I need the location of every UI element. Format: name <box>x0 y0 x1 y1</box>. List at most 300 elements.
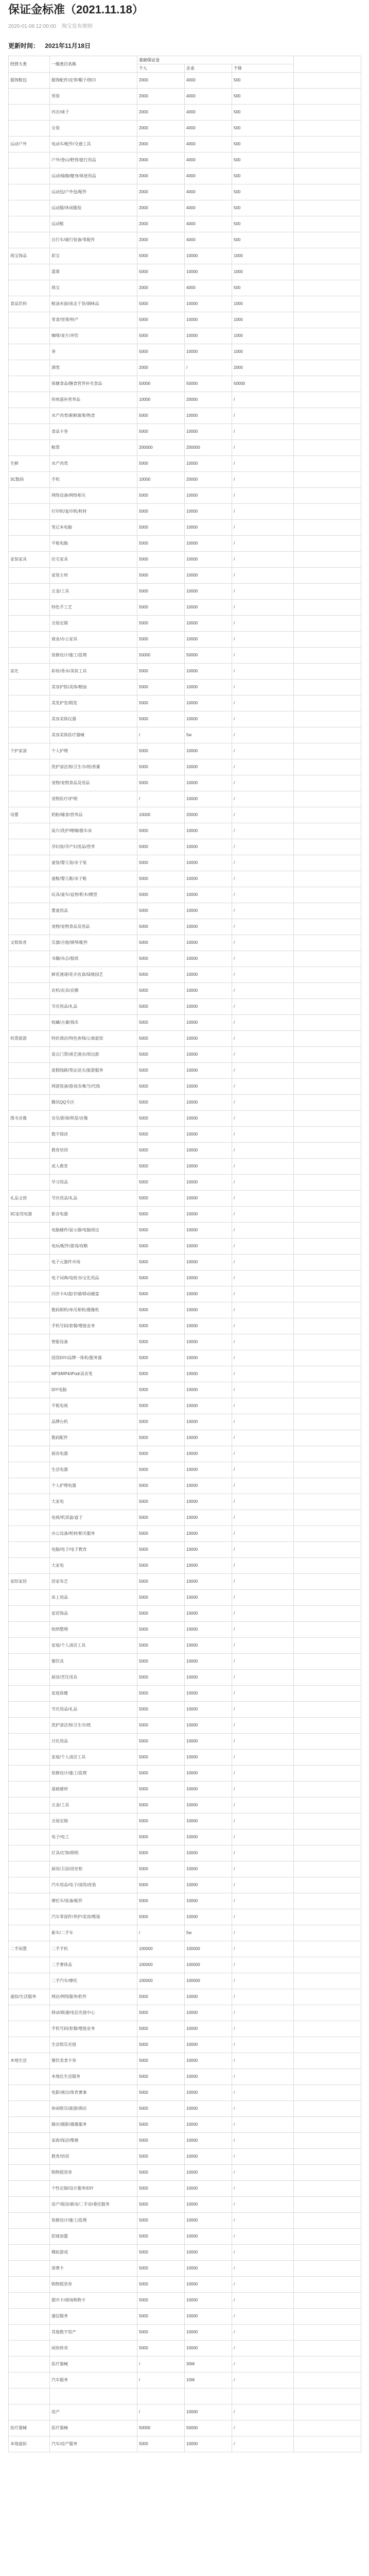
cell-personal: 5000 <box>137 2277 185 2293</box>
cell-personal: 5000 <box>137 296 185 312</box>
table-row <box>9 200 361 216</box>
table-row <box>9 903 361 919</box>
cell-blank <box>294 89 361 105</box>
cell-company: 4000 <box>185 280 232 296</box>
cell-personal: 5000 <box>137 823 185 839</box>
cell-blank <box>294 392 361 408</box>
cell-subcategory: 电动车/配件/交通工具 <box>50 137 137 152</box>
cell-company: 10000 <box>185 1047 232 1063</box>
table-row <box>9 2181 361 2197</box>
cell-personal: 5000 <box>137 1606 185 1622</box>
cell-subcategory: 数码配件 <box>50 1430 137 1446</box>
cell-individual: / <box>232 1654 294 1670</box>
cell-personal: 5000 <box>137 1143 185 1159</box>
cell-individual: / <box>232 1686 294 1702</box>
table-row <box>9 152 361 168</box>
table-row <box>9 1814 361 1829</box>
cell-personal: 100000 <box>137 1973 185 1989</box>
cell-subcategory: 装修设计/施工/监理 <box>50 2213 137 2229</box>
cell-personal: 5000 <box>137 2325 185 2341</box>
cell-category <box>9 1925 50 1941</box>
table-row <box>9 2388 361 2404</box>
cell-individual: / <box>232 2037 294 2053</box>
cell-subcategory: 特价酒店/特色客栈/公寓旅馆 <box>50 1031 137 1047</box>
cell-category <box>9 424 50 440</box>
cell-category <box>9 440 50 456</box>
cell-individual: / <box>232 727 294 743</box>
cell-subcategory: 摩托车/装备/配件 <box>50 1893 137 1909</box>
cell-subcategory: 房产 <box>50 2404 137 2420</box>
cell-company: 10000 <box>185 1893 232 1909</box>
cell-individual: / <box>232 2117 294 2133</box>
cell-individual: / <box>232 2197 294 2213</box>
cell-individual: / <box>232 680 294 696</box>
table-row <box>9 696 361 711</box>
cell-blank <box>294 248 361 264</box>
table-row <box>9 855 361 871</box>
cell-personal: 5000 <box>137 2341 185 2357</box>
cell-category <box>9 2325 50 2341</box>
table-row <box>9 1302 361 1318</box>
cell-subcategory: 咖啡/麦片/冲饮 <box>50 328 137 344</box>
cell-company: 10000 <box>185 568 232 584</box>
cell-personal: 5000 <box>137 2117 185 2133</box>
cell-individual: 1000 <box>232 264 294 280</box>
cell-blank <box>294 1606 361 1622</box>
table-row <box>9 1654 361 1670</box>
cell-category: 3C家用电器 <box>9 1207 50 1223</box>
cell-category <box>9 1622 50 1638</box>
table-row <box>9 472 361 488</box>
cell-category <box>9 855 50 871</box>
cell-blank <box>294 1845 361 1861</box>
cell-individual: 1000 <box>232 248 294 264</box>
cell-company: 10000 <box>185 632 232 648</box>
table-row <box>9 1718 361 1734</box>
cell-individual: 500 <box>232 73 294 89</box>
cell-individual: / <box>232 1159 294 1175</box>
cell-subcategory: 平板电视 <box>50 1398 137 1414</box>
cell-category <box>9 2197 50 2213</box>
cell-company: 10000 <box>185 2404 232 2420</box>
cell-personal: 10000 <box>137 392 185 408</box>
cell-individual: / <box>232 1782 294 1798</box>
table-row <box>9 1446 361 1462</box>
cell-subcategory: 学习用品 <box>50 1175 137 1191</box>
cell-category <box>9 376 50 392</box>
cell-blank <box>294 536 361 552</box>
cell-company: 10000 <box>185 1143 232 1159</box>
cell-subcategory: MP3/MP4/iPod/录音笔 <box>50 1366 137 1382</box>
cell-personal: 5000 <box>137 1127 185 1143</box>
cell-category: 本地虚拟 <box>9 2436 50 2452</box>
cell-category <box>9 823 50 839</box>
cell-subcategory: 医疗器械 <box>50 2420 137 2436</box>
cell-individual: / <box>232 2420 294 2436</box>
cell-individual: / <box>232 2165 294 2181</box>
cell-subcategory: 商业/办公家具 <box>50 632 137 648</box>
cell-individual: / <box>232 1893 294 1909</box>
cell-blank <box>294 1494 361 1510</box>
cell-company: 4000 <box>185 89 232 105</box>
cell-company: 10000 <box>185 296 232 312</box>
cell-personal: 5000 <box>137 1861 185 1877</box>
table-row <box>9 1941 361 1957</box>
cell-personal: 5000 <box>137 1893 185 1909</box>
cell-personal: 2000 <box>137 152 185 168</box>
cell-subcategory: 闲鱼转卖 <box>50 2341 137 2357</box>
cell-subcategory: 办公设备/耗材/相关服务 <box>50 1526 137 1542</box>
cell-company: 4000 <box>185 137 232 152</box>
cell-company: 10000 <box>185 823 232 839</box>
cell-blank <box>294 1270 361 1286</box>
table-header-row <box>9 56 361 64</box>
cell-personal: 5000 <box>137 711 185 727</box>
cell-personal: 5000 <box>137 1638 185 1654</box>
cell-category: 家化 <box>9 664 50 680</box>
table-row <box>9 616 361 632</box>
cell-category <box>9 1286 50 1302</box>
cell-company: 10000 <box>185 1861 232 1877</box>
cell-subcategory: 美容美体仪器 <box>50 711 137 727</box>
cell-company: 10000 <box>185 2309 232 2325</box>
cell-individual: / <box>232 1750 294 1766</box>
cell-individual: / <box>232 456 294 472</box>
cell-category <box>9 392 50 408</box>
table-row <box>9 791 361 807</box>
cell-subcategory: 传统滋补营养品 <box>50 392 137 408</box>
cell-category <box>9 919 50 935</box>
cell-personal: 5000 <box>137 2261 185 2277</box>
cell-company: 10000 <box>185 1702 232 1718</box>
cell-subcategory: 打印机/复印机/耗材 <box>50 504 137 520</box>
cell-company: 10000 <box>185 1814 232 1829</box>
cell-subcategory: 餐饮美食卡券 <box>50 2053 137 2069</box>
cell-subcategory: 书籍/杂志/报纸 <box>50 951 137 967</box>
cell-category <box>9 536 50 552</box>
table-row <box>9 1111 361 1127</box>
cell-subcategory: 汽车/房产服务 <box>50 2436 137 2452</box>
cell-company: 10000 <box>185 1686 232 1702</box>
cell-subcategory: 美发护发/假发 <box>50 696 137 711</box>
table-row <box>9 73 361 89</box>
cell-category <box>9 1766 50 1782</box>
cell-company: 10000 <box>185 1318 232 1334</box>
cell-blank <box>294 2293 361 2309</box>
cell-individual: / <box>232 903 294 919</box>
cell-company: 10000 <box>185 520 232 536</box>
cell-category <box>9 1526 50 1542</box>
cell-blank <box>294 2404 361 2420</box>
cell-subcategory: 影音电器 <box>50 1207 137 1223</box>
cell-blank <box>294 2420 361 2436</box>
cell-company: 10000 <box>185 2037 232 2053</box>
cell-personal: 5000 <box>137 2436 185 2452</box>
cell-individual: / <box>232 1270 294 1286</box>
cell-blank <box>294 440 361 456</box>
cell-company: 10000 <box>185 1478 232 1494</box>
header-bond: 基础保证金 <box>137 56 294 64</box>
cell-subcategory: 教育/培训 <box>50 2149 137 2165</box>
cell-blank <box>294 1526 361 1542</box>
cell-personal: 5000 <box>137 1766 185 1782</box>
table-row <box>9 1893 361 1909</box>
cell-category: 虚拟/生活服务 <box>9 1989 50 2005</box>
cell-blank <box>294 200 361 216</box>
table-row <box>9 1286 361 1302</box>
cell-subcategory: 基础建材 <box>50 1782 137 1798</box>
cell-blank <box>294 743 361 759</box>
cell-category: 珠宝饰品 <box>9 248 50 264</box>
cell-blank <box>294 696 361 711</box>
cell-personal: 5000 <box>137 759 185 775</box>
cell-personal: 5000 <box>137 1095 185 1111</box>
cell-subcategory: 本地化生活服务 <box>50 2069 137 2085</box>
cell-blank <box>294 1350 361 1366</box>
cell-individual: 500 <box>232 280 294 296</box>
cell-individual <box>232 2388 294 2404</box>
cell-category <box>9 1638 50 1654</box>
cell-personal: 5000 <box>137 1590 185 1606</box>
cell-personal: 100000 <box>137 1941 185 1957</box>
table-row <box>9 2117 361 2133</box>
cell-company: 4000 <box>185 105 232 121</box>
cell-individual: / <box>232 392 294 408</box>
cell-subcategory: 居家布艺 <box>50 1574 137 1590</box>
cell-company: 10000 <box>185 2133 232 2149</box>
cell-company: 10000 <box>185 967 232 983</box>
cell-subcategory: 住宅家具 <box>50 552 137 568</box>
table-row <box>9 2404 361 2420</box>
table-row <box>9 1127 361 1143</box>
cell-company: 50000 <box>185 376 232 392</box>
cell-individual: / <box>232 1079 294 1095</box>
cell-personal: 5000 <box>137 855 185 871</box>
cell-company: 10000 <box>185 871 232 887</box>
cell-blank <box>294 2197 361 2213</box>
cell-blank <box>294 1766 361 1782</box>
cell-subcategory: 平板电脑 <box>50 536 137 552</box>
cell-subcategory: 电子/电工 <box>50 1829 137 1845</box>
cell-individual: / <box>232 1542 294 1558</box>
cell-category <box>9 2341 50 2357</box>
header-individual: 个体 <box>232 64 294 73</box>
cell-subcategory: 汽车零部件/养护/美容/维保 <box>50 1909 137 1925</box>
cell-category <box>9 1143 50 1159</box>
table-row <box>9 2325 361 2341</box>
table-row <box>9 1223 361 1239</box>
cell-blank <box>294 1127 361 1143</box>
cell-category <box>9 1478 50 1494</box>
cell-category <box>9 360 50 376</box>
cell-company: 10000 <box>185 1782 232 1798</box>
cell-category <box>9 216 50 232</box>
cell-subcategory: 音乐/影视/明星/音像 <box>50 1111 137 1127</box>
cell-personal: 2000 <box>137 137 185 152</box>
cell-personal: / <box>137 2404 185 2420</box>
table-row <box>9 568 361 584</box>
cell-individual: / <box>232 1398 294 1414</box>
cell-category: 3C数码 <box>9 472 50 488</box>
cell-category <box>9 951 50 967</box>
cell-blank <box>294 807 361 823</box>
cell-company: 10000 <box>185 248 232 264</box>
cell-blank <box>294 2357 361 2372</box>
table-row <box>9 1973 361 1989</box>
table-row <box>9 2213 361 2229</box>
cell-subcategory: 二手汽车/摩托 <box>50 1973 137 1989</box>
cell-personal: 5000 <box>137 552 185 568</box>
cell-blank <box>294 1462 361 1478</box>
cell-individual: / <box>232 1095 294 1111</box>
header-category: 经营大类 <box>9 56 50 73</box>
cell-category <box>9 2372 50 2388</box>
cell-personal: 5000 <box>137 1430 185 1446</box>
cell-blank <box>294 1239 361 1255</box>
cell-personal: 200000 <box>137 440 185 456</box>
cell-blank <box>294 1207 361 1223</box>
cell-subcategory: 孕妇装/孕产妇用品/营养 <box>50 839 137 855</box>
cell-individual: / <box>232 408 294 424</box>
cell-subcategory: 婚庆/摄影/摄像服务 <box>50 2117 137 2133</box>
cell-company: 10000 <box>185 983 232 999</box>
table-row <box>9 1398 361 1414</box>
cell-individual: / <box>232 839 294 855</box>
cell-subcategory: 模拟游戏 <box>50 2245 137 2261</box>
cell-individual: / <box>232 664 294 680</box>
cell-subcategory: 网店/网络服务/软件 <box>50 1989 137 2005</box>
table-row <box>9 1734 361 1750</box>
cell-personal: 5000 <box>137 1334 185 1350</box>
cell-company: 10000 <box>185 1414 232 1430</box>
cell-blank <box>294 1702 361 1718</box>
cell-personal: 5000 <box>137 1063 185 1079</box>
cell-company: 10000 <box>185 1590 232 1606</box>
cell-personal: 5000 <box>137 1302 185 1318</box>
cell-personal: 5000 <box>137 1574 185 1590</box>
cell-category <box>9 2133 50 2149</box>
cell-blank <box>294 680 361 696</box>
cell-personal: 5000 <box>137 1909 185 1925</box>
cell-category <box>9 328 50 344</box>
cell-individual: / <box>232 1302 294 1318</box>
cell-company: 10000 <box>185 488 232 504</box>
author-link[interactable]: 淘宝发布规则 <box>61 24 93 29</box>
cell-category <box>9 1462 50 1478</box>
cell-subcategory: 节庆用品/礼品 <box>50 1702 137 1718</box>
cell-subcategory: 酒类 <box>50 360 137 376</box>
cell-individual: / <box>232 919 294 935</box>
cell-category <box>9 2277 50 2293</box>
cell-subcategory: 食品卡券 <box>50 424 137 440</box>
cell-subcategory: 电子元器件市场 <box>50 1255 137 1270</box>
cell-subcategory: 家庭/个人清洁工具 <box>50 1750 137 1766</box>
table-row <box>9 1382 361 1398</box>
cell-personal: 10000 <box>137 807 185 823</box>
cell-individual: / <box>232 999 294 1015</box>
cell-blank <box>294 1718 361 1734</box>
cell-personal: 2000 <box>137 73 185 89</box>
cell-company: 10000 <box>185 935 232 951</box>
cell-subcategory: 休闲娱乐/旅游/酒店 <box>50 2101 137 2117</box>
cell-individual: / <box>232 887 294 903</box>
cell-individual: / <box>232 1622 294 1638</box>
cell-category <box>9 1861 50 1877</box>
cell-category <box>9 200 50 216</box>
cell-blank <box>294 1031 361 1047</box>
cell-category <box>9 1686 50 1702</box>
cell-category <box>9 2357 50 2372</box>
cell-company: 10000 <box>185 1446 232 1462</box>
publish-date: 2020-01-08 12:00:00 <box>8 24 56 29</box>
cell-subcategory: 个性定制/设计服务/DIY <box>50 2181 137 2197</box>
cell-category <box>9 1973 50 1989</box>
cell-individual: / <box>232 2357 294 2372</box>
cell-blank <box>294 1223 361 1239</box>
cell-category <box>9 2404 50 2420</box>
cell-individual: / <box>232 775 294 791</box>
cell-subcategory: 景点门票/演艺演出/周边游 <box>50 1047 137 1063</box>
table-row <box>9 1191 361 1207</box>
cell-company: 10000 <box>185 1015 232 1031</box>
cell-individual: / <box>232 2293 294 2309</box>
table-row <box>9 1350 361 1366</box>
cell-personal: 2000 <box>137 105 185 121</box>
cell-subcategory: 二手手机 <box>50 1941 137 1957</box>
cell-personal: 5000 <box>137 1845 185 1861</box>
cell-company: 10000 <box>185 552 232 568</box>
cell-subcategory: 彩妆/香水/美妆工具 <box>50 664 137 680</box>
cell-subcategory: 移动/联通/电信充值中心 <box>50 2005 137 2021</box>
cell-subcategory: 保健食品/膳食营养补充食品 <box>50 376 137 392</box>
cell-personal: 5000 <box>137 2101 185 2117</box>
cell-personal: 5000 <box>137 2149 185 2165</box>
cell-company: 10000 <box>185 1798 232 1814</box>
cell-company: 10000 <box>185 1845 232 1861</box>
cell-personal: 5000 <box>137 1382 185 1398</box>
cell-personal: 5000 <box>137 1079 185 1095</box>
cell-subcategory: 手机号码/套餐/增值业务 <box>50 1318 137 1334</box>
cell-individual: 500 <box>232 89 294 105</box>
cell-personal: 5000 <box>137 2213 185 2229</box>
cell-individual: 500 <box>232 137 294 152</box>
cell-category <box>9 232 50 248</box>
cell-personal: 5000 <box>137 1047 185 1063</box>
cell-subcategory: 运动包/户外包/配件 <box>50 184 137 200</box>
cell-category <box>9 2165 50 2181</box>
cell-personal: 5000 <box>137 2165 185 2181</box>
cell-blank <box>294 1398 361 1414</box>
cell-blank <box>294 344 361 360</box>
cell-category <box>9 184 50 200</box>
cell-company: 10000 <box>185 2325 232 2341</box>
cell-company: 20000 <box>185 392 232 408</box>
cell-category <box>9 105 50 121</box>
cell-company: 10000 <box>185 1462 232 1478</box>
table-row <box>9 89 361 105</box>
cell-blank <box>294 408 361 424</box>
table-row <box>9 1877 361 1893</box>
cell-blank <box>294 1909 361 1925</box>
cell-personal: 10000 <box>137 472 185 488</box>
table-row <box>9 105 361 121</box>
cell-subcategory: 节庆用品/礼品 <box>50 1191 137 1207</box>
table-row <box>9 2005 361 2021</box>
cell-blank <box>294 775 361 791</box>
cell-category <box>9 711 50 727</box>
cell-blank <box>294 1414 361 1430</box>
cell-category <box>9 648 50 664</box>
